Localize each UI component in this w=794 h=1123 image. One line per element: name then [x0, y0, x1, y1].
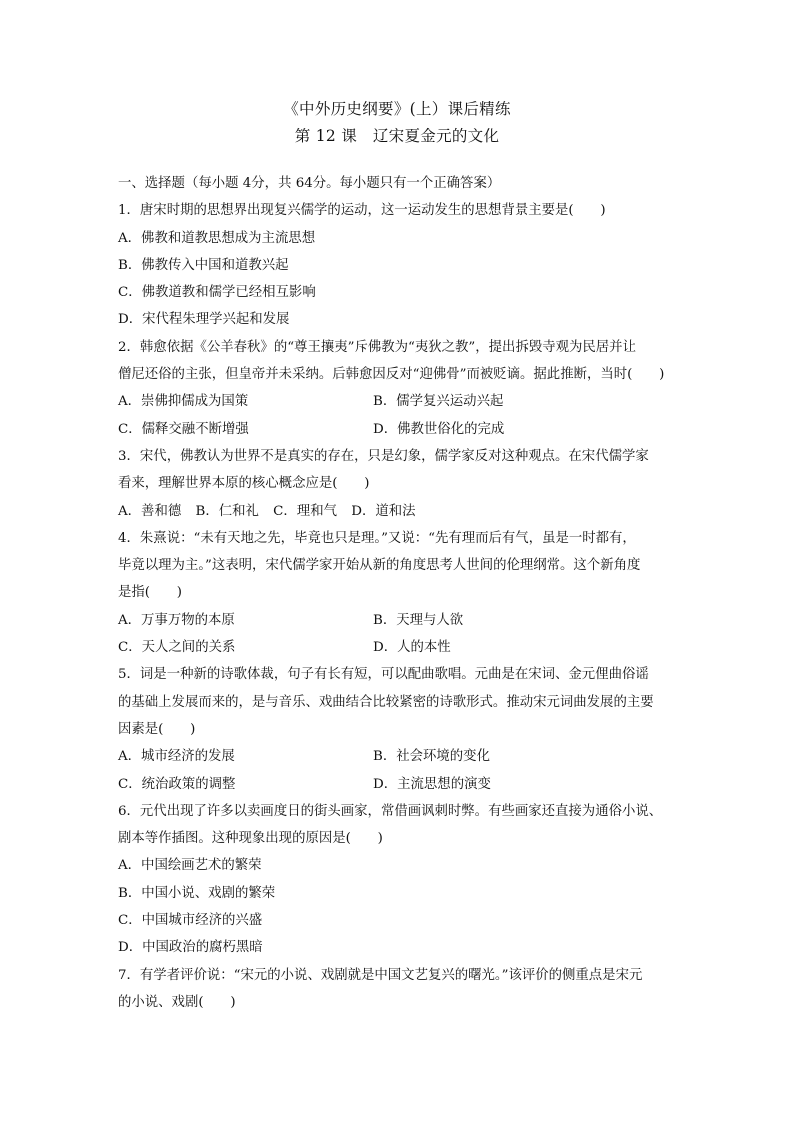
q2-option-d: D．佛教世俗化的完成 — [373, 421, 505, 437]
q4-options-row2 — [118, 634, 678, 661]
q3-option-b: B．仁和礼 — [195, 503, 259, 519]
q4-options-row1 — [118, 607, 678, 634]
q1-option-d: D．宋代程朱理学兴起和发展 — [118, 312, 290, 328]
q4-option-b: B．天理与人欲 — [373, 612, 464, 628]
q5-stem-line2: 的基础上发展而来的，是与音乐、戏曲结合比较紧密的诗歌形式。推动宋元词曲发展的主要 — [118, 694, 654, 710]
q5-stem-line3: 因素是( ) — [118, 721, 196, 737]
q7-stem-line2: 的小说、戏剧( ) — [118, 994, 236, 1010]
q5-stem-line1: 5．词是一种新的诗歌体裁，句子有长有短，可以配曲歌唱。元曲是在宋词、金元俚曲俗谣 — [118, 667, 649, 683]
q4-option-c: C．天人之间的关系 — [118, 640, 236, 656]
q4-option-d: D．人的本性 — [373, 640, 451, 656]
q4-stem-line2: 毕竟以理为主。”这表明，宋代儒学家开始从新的角度思考人世间的伦理纲常。这个新角度 — [118, 558, 641, 574]
q6-stem-line2: 剧本等作插图。这种现象出现的原因是( ) — [118, 831, 383, 847]
q2-option-c: C．儒释交融不断增强 — [118, 421, 249, 437]
q1-stem: 1．唐宋时期的思想界出现复兴儒学的运动，这一运动发生的思想背景主要是( ) — [118, 203, 606, 219]
q5-option-a: A．城市经济的发展 — [118, 749, 235, 765]
q5-option-b: B．社会环境的变化 — [373, 749, 490, 765]
document-title: 《中外历史纲要》(上）课后精练 — [283, 100, 511, 118]
q5-option-d: D．主流思想的演变 — [373, 776, 491, 792]
q5-options-row1 — [118, 743, 678, 770]
q5-option-c: C．统治政策的调整 — [118, 776, 236, 792]
section-heading: 一、选择题（每小题 4分，共 64分。每小题只有一个正确答案） — [118, 176, 501, 191]
q4-stem-line1: 4．朱熹说：“未有天地之先，毕竟也只是理。”又说：“先有理而后有气，虽是一时都有， — [118, 530, 636, 546]
q2-options-row2 — [118, 416, 678, 443]
q5-options-row2 — [118, 771, 678, 798]
q2-options-row1 — [118, 388, 678, 415]
question-list — [118, 170, 678, 1016]
q2-stem-line1: 2．韩愈依据《公羊春秋》的“尊王攘夷”斥佛教为“夷狄之教”，提出拆毁寺观为民居并让 — [118, 339, 636, 355]
q2-option-a: A．崇佛抑儒成为国策 — [118, 394, 249, 410]
q6-option-d: D．中国政治的腐朽黑暗 — [118, 940, 263, 956]
q6-option-b: B．中国小说、戏剧的繁荣 — [118, 885, 276, 901]
q2-option-b: B．儒学复兴运动兴起 — [373, 394, 504, 410]
q3-stem-line2: 看来，理解世界本原的核心概念应是( ) — [118, 476, 370, 492]
q1-option-a: A．佛教和道教思想成为主流思想 — [118, 230, 316, 246]
q7-stem-line1: 7．有学者评价说：“宋元的小说、戏剧就是中国文艺复兴的曙光。”该评价的侧重点是宋元 — [118, 967, 643, 983]
q2-stem-line2: 僧尼还俗的主张，但皇帝并未采纳。后韩愈因反对“迎佛骨”而被贬谪。据此推断，当时( ) — [118, 367, 665, 383]
q4-stem-line3: 是指( ) — [118, 585, 183, 601]
q1-option-b: B．佛教传入中国和道教兴起 — [118, 257, 289, 273]
q3-stem-line1: 3．宋代，佛教认为世界不是真实的存在，只是幻象，儒学家反对这种观点。在宋代儒学家 — [118, 448, 649, 464]
q3-option-c: C．理和气 — [273, 503, 337, 519]
q6-option-a: A．中国绘画艺术的繁荣 — [118, 858, 262, 874]
q4-option-a: A．万事万物的本原 — [118, 612, 235, 628]
q3-option-d: D．道和法 — [351, 503, 416, 519]
q6-option-c: C．中国城市经济的兴盛 — [118, 913, 263, 929]
q3-option-a: A．善和德 — [118, 503, 182, 519]
q1-option-c: C．佛教道教和儒学已经相互影响 — [118, 285, 316, 301]
q3-options — [118, 498, 678, 525]
lesson-title: 第 12 课 辽宋夏金元的文化 — [294, 127, 500, 145]
q6-stem-line1: 6．元代出现了许多以卖画度日的街头画家，常借画讽刺时弊。有些画家还直接为通俗小说、 — [118, 803, 663, 819]
